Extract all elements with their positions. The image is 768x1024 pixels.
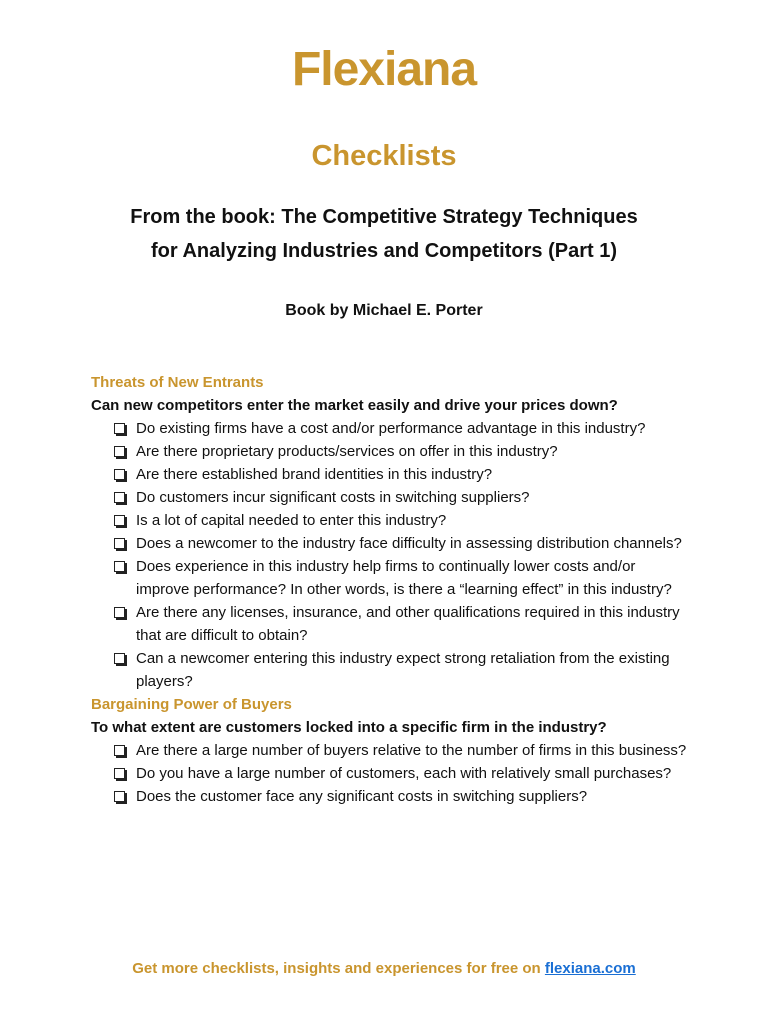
checklist-item-text: Does the customer face any significant costs in switching suppliers?: [136, 788, 588, 805]
checklist-item-text: Do customers incur significant costs in switching suppliers?: [136, 489, 530, 506]
section-question: Can new competitors enter the market easily and drive your prices down?: [91, 397, 618, 414]
author-line: Book by Michael E. Porter: [285, 302, 483, 319]
checklist-item: [91, 601, 691, 647]
checklist-item-text: Does a newcomer to the industry face difficulty in assessing distribution channels?: [136, 535, 682, 552]
section-threats-of-new-entrants: [91, 371, 691, 693]
checklist-item-text: Are there established brand identities in this industry?: [136, 466, 493, 483]
checkbox-icon[interactable]: [114, 768, 125, 779]
checklist-item: [91, 417, 691, 440]
checklist-item: [91, 739, 691, 762]
checklist-item: [91, 647, 691, 693]
checklist-item: [91, 532, 691, 555]
checkbox-icon[interactable]: [114, 653, 125, 664]
checkbox-icon[interactable]: [114, 446, 125, 457]
checklist-item-text: Are there any licenses, insurance, and other qualifications required in this industry that are difficult to obtain?: [136, 604, 680, 644]
book-title-line-2: for Analyzing Industries and Competitors (Part 1): [151, 240, 617, 262]
book-title-line-1: From the book: The Competitive Strategy Techniques: [130, 206, 638, 228]
checkbox-icon[interactable]: [114, 515, 125, 526]
section-heading: Threats of New Entrants: [91, 374, 264, 391]
checklist: [91, 739, 691, 808]
checklist: [91, 417, 691, 693]
checklist-item-text: Does experience in this industry help firms to continually lower costs and/or improve performance? In other words, is there a “learning effect” in this industry?: [136, 558, 672, 598]
section-heading: Bargaining Power of Buyers: [91, 696, 292, 713]
checklist-item-text: Do existing firms have a cost and/or performance advantage in this industry?: [136, 420, 646, 437]
flexiana-link[interactable]: flexiana.com: [544, 960, 636, 977]
page-title: Checklists: [311, 140, 457, 172]
checkbox-icon[interactable]: [114, 791, 125, 802]
checklist-item-text: Is a lot of capital needed to enter this industry?: [136, 512, 447, 529]
section-bargaining-power-of-buyers: [91, 693, 691, 808]
checklist-item-text: Are there a large number of buyers relative to the number of firms in this business?: [136, 742, 687, 759]
checkbox-icon[interactable]: [114, 538, 125, 549]
checkbox-icon[interactable]: [114, 492, 125, 503]
checklist-item-text: Can a newcomer entering this industry expect strong retaliation from the existing players?: [136, 650, 670, 690]
checklist-item-text: Do you have a large number of customers, each with relatively small purchases?: [136, 765, 672, 782]
checklist-item: [91, 486, 691, 509]
section-question: To what extent are customers locked into a specific firm in the industry?: [91, 719, 607, 736]
checklist-item: [91, 463, 691, 486]
checklist-item: [91, 762, 691, 785]
checkbox-icon[interactable]: [114, 561, 125, 572]
book-title: [60, 200, 708, 268]
footer: [0, 958, 768, 980]
checklist-item: [91, 509, 691, 532]
checklist-item: [91, 440, 691, 463]
flexiana-logo: Flexiana: [291, 43, 477, 96]
checkbox-icon[interactable]: [114, 745, 125, 756]
checklist-content: [91, 371, 691, 808]
checkbox-icon[interactable]: [114, 469, 125, 480]
checkbox-icon[interactable]: [114, 607, 125, 618]
checklist-item-text: Are there proprietary products/services on offer in this industry?: [136, 443, 558, 460]
checkbox-icon[interactable]: [114, 423, 125, 434]
footer-text: Get more checklists, insights and experiences for free on: [132, 960, 541, 977]
checklist-item: [91, 785, 691, 808]
checklist-item: [91, 555, 691, 601]
